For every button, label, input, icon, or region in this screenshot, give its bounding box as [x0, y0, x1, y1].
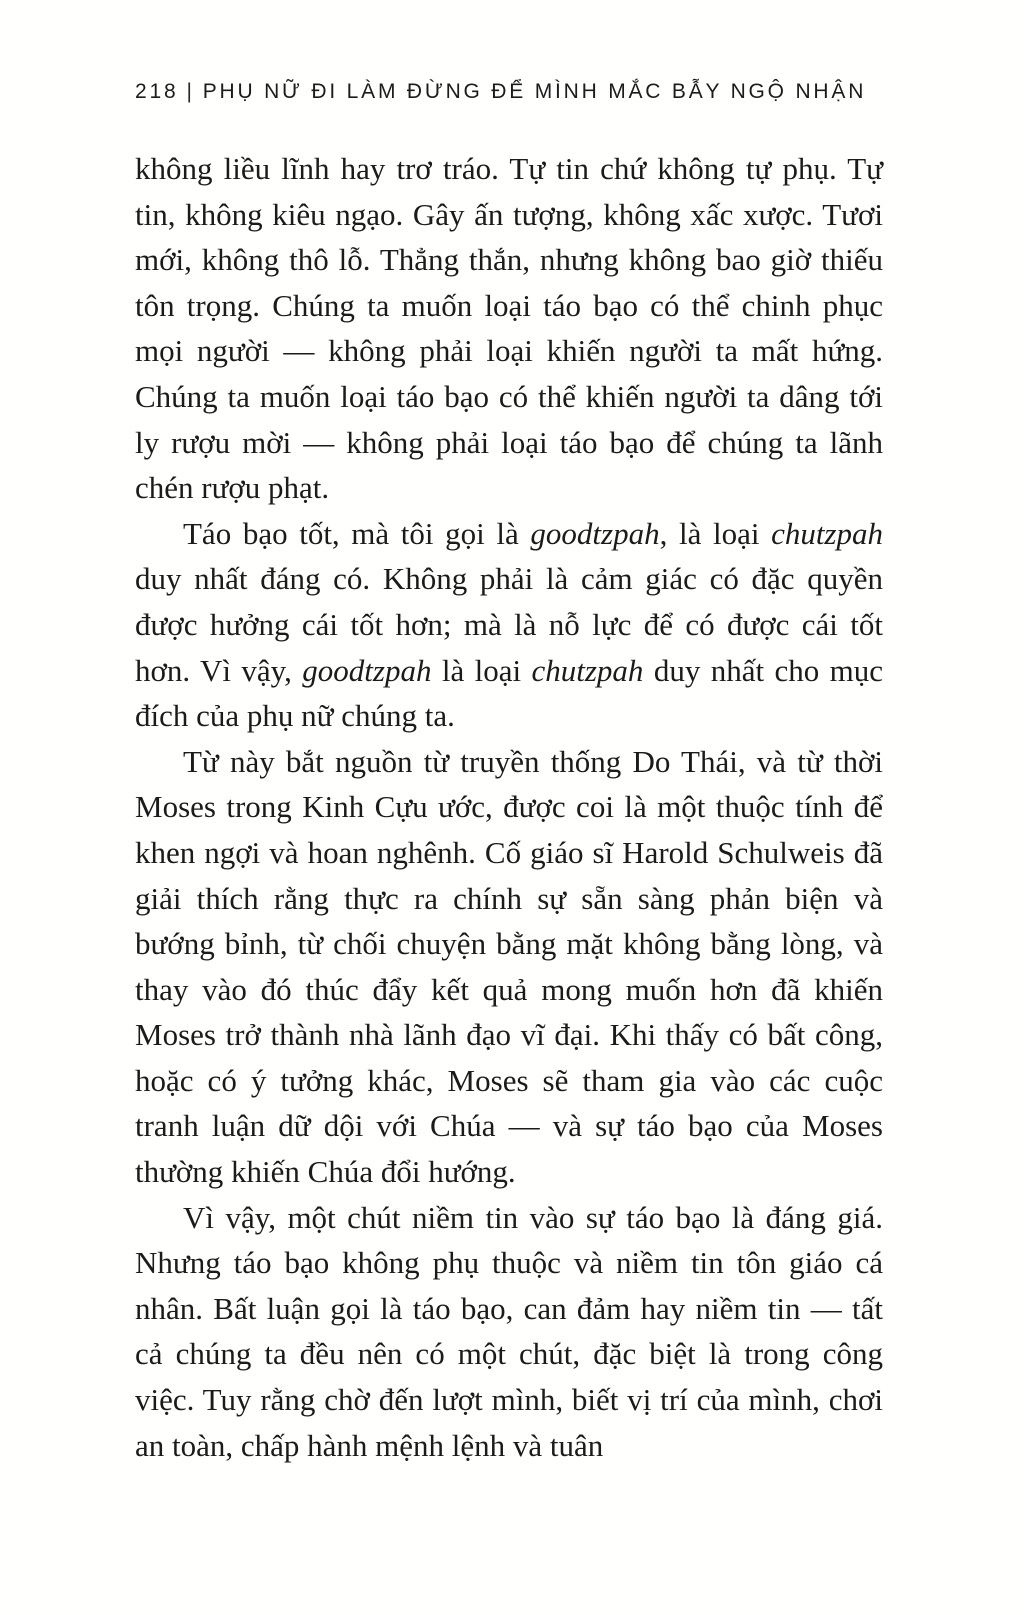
header-separator: |: [186, 80, 195, 103]
running-header-title: PHỤ NỮ ĐI LÀM ĐỪNG ĐỂ MÌNH MẮC BẪY NGỘ NHẬN: [202, 80, 867, 103]
text-segment: là loại: [431, 652, 532, 688]
text-segment: duy nhất cho mục đích của phụ nữ chúng ta.: [135, 652, 883, 734]
paragraph: [135, 739, 883, 1195]
running-header: [135, 80, 895, 104]
paragraph: [135, 1195, 883, 1469]
italic-term: goodtzpah: [530, 515, 660, 551]
text-segment: không liều lĩnh hay trơ tráo. Tự tin chứ không tự phụ. Tự tin, không kiêu ngạo. Gây ấn tượng, không xấc xược. Tươi mới, không thô lỗ. Thẳng thắn, nhưng không bao giờ thiếu tôn trọng. Chúng ta muốn loại táo bạo có thể chinh phục mọi người — không phải loại khiến người ta mất hứng. Chúng ta muốn loại táo bạo có thể khiến người ta dâng tới ly rượu mời — không phải loại táo bạo để chúng ta lãnh chén rượu phạt.: [135, 151, 883, 506]
page-body: [135, 146, 883, 1468]
italic-term: chutzpah: [771, 515, 883, 551]
text-segment: duy nhất đáng có. Không phải là cảm giác có đặc quyền được hưởng cái tốt hơn; mà là nỗ lực để có được cái tốt hơn. Vì vậy,: [135, 561, 883, 688]
text-segment: Vì vậy, một chút niềm tin vào sự táo bạo là đáng giá. Nhưng táo bạo không phụ thuộc và niềm tin tôn giáo cá nhân. Bất luận gọi là táo bạo, can đảm hay niềm tin — tất cả chúng ta đều nên có một chút, đặc biệt là trong công việc. Tuy rằng chờ đến lượt mình, biết vị trí của mình, chơi an toàn, chấp hành mệnh lệnh và tuân: [135, 1199, 883, 1463]
page-number: 218: [135, 80, 179, 103]
paragraph: [135, 146, 883, 511]
text-segment: Từ này bắt nguồn từ truyền thống Do Thái, và từ thời Moses trong Kinh Cựu ước, được coi là một thuộc tính để khen ngợi và hoan nghênh. Cố giáo sĩ Harold Schulweis đã giải thích rằng thực ra chính sự sẵn sàng phản biện và bướng bỉnh, từ chối chuyện bằng mặt không bằng lòng, và thay vào đó thúc đẩy kết quả mong muốn hơn đã khiến Moses trở thành nhà lãnh đạo vĩ đại. Khi thấy có bất công, hoặc có ý tưởng khác, Moses sẽ tham gia vào các cuộc tranh luận dữ dội với Chúa — và sự táo bạo của Moses thường khiến Chúa đổi hướng.: [135, 743, 883, 1190]
text-segment: Táo bạo tốt, mà tôi gọi là: [183, 515, 531, 551]
italic-term: goodtzpah: [302, 652, 432, 688]
paragraph: [135, 511, 883, 739]
text-segment: , là loại: [659, 515, 772, 551]
italic-term: chutzpah: [531, 652, 644, 688]
